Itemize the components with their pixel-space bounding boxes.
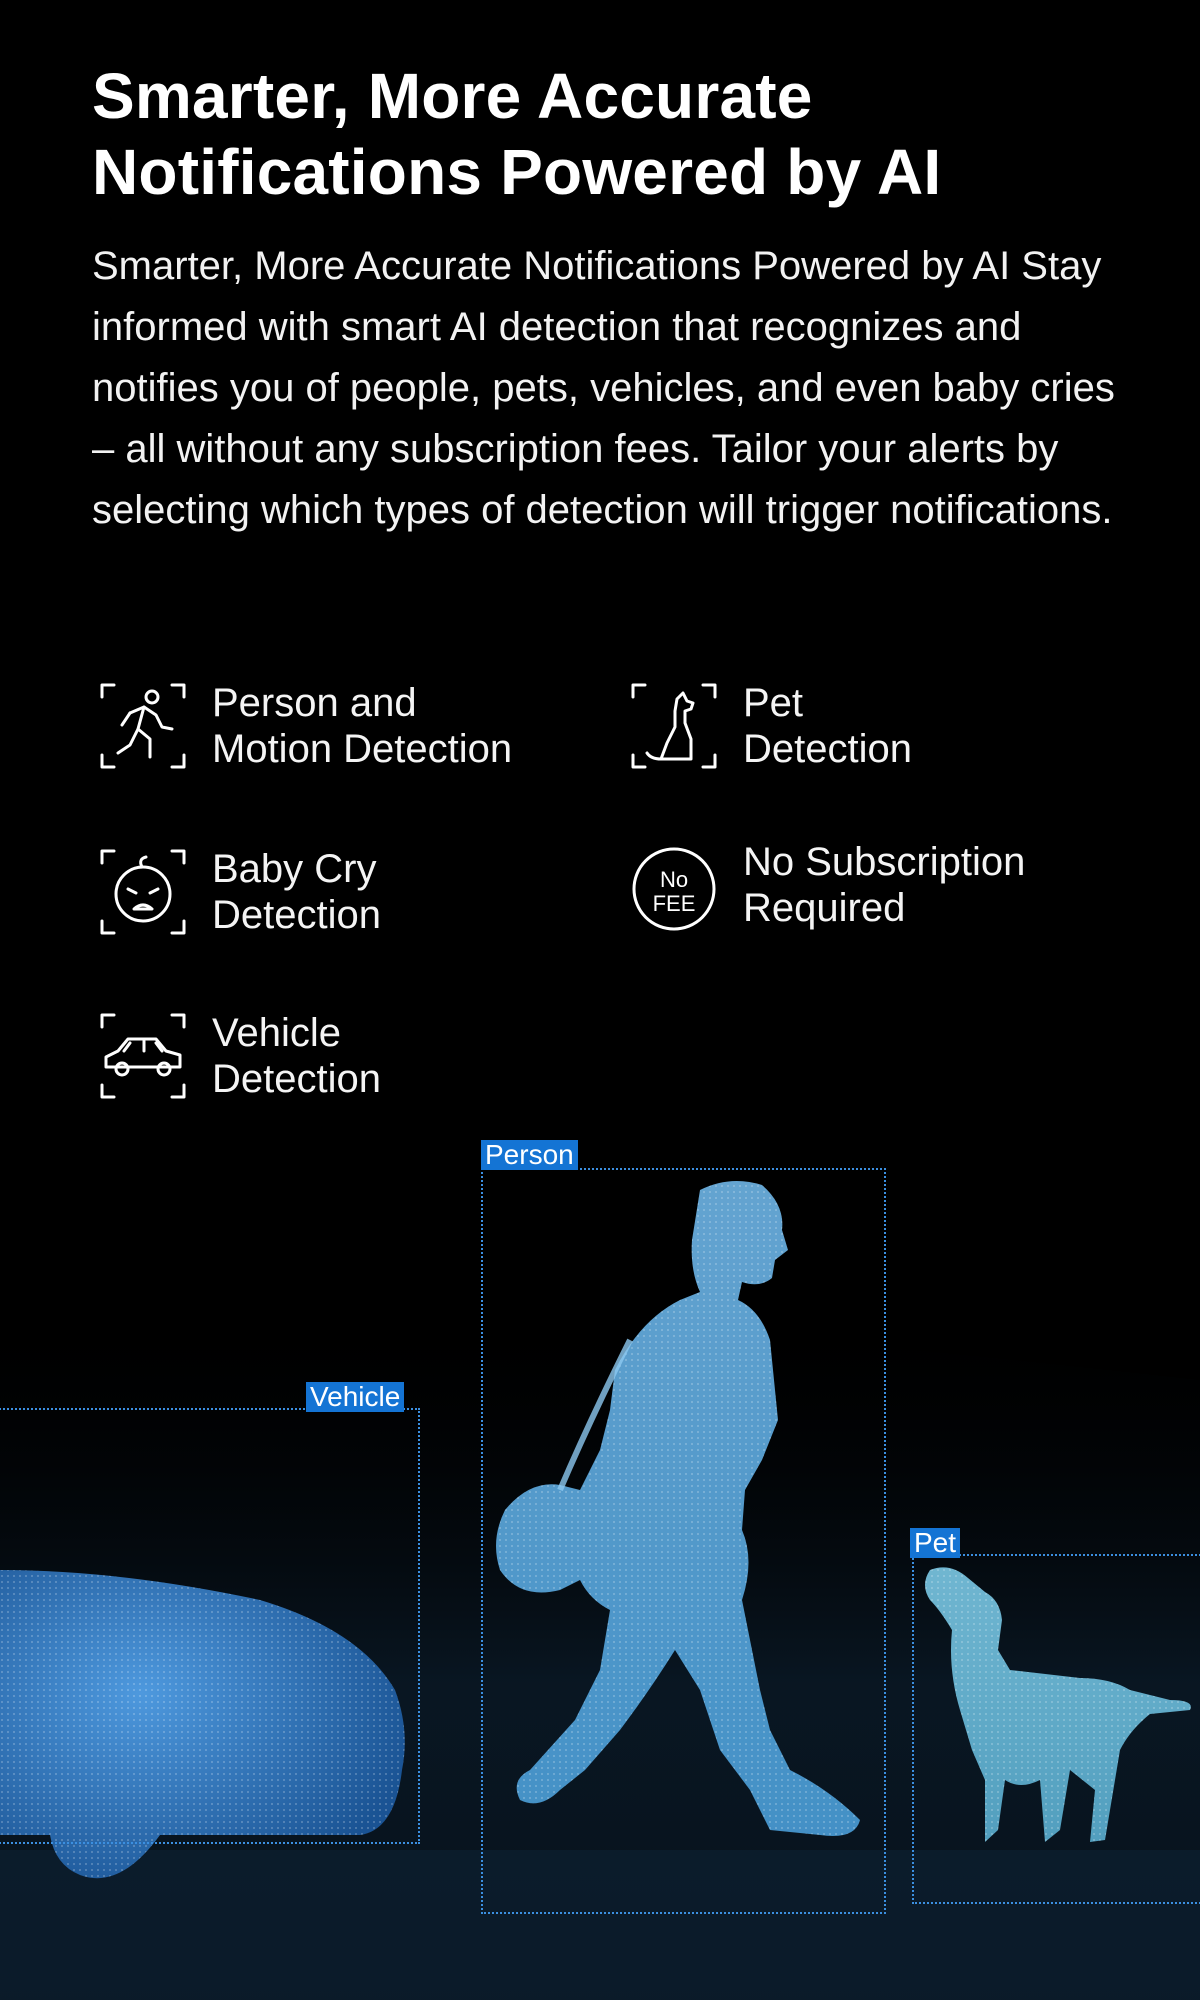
headline-line-2: Notifications Powered by AI (92, 136, 942, 208)
vehicle-tag: Vehicle (306, 1382, 404, 1412)
feature-no-subscription (631, 840, 1026, 932)
feature-label (743, 680, 912, 772)
feature-pet (631, 680, 912, 772)
pet-icon (631, 683, 717, 769)
person-tag: Person (481, 1140, 578, 1170)
feature-label (212, 1010, 381, 1102)
feature-label-line-1: Pet (743, 681, 804, 725)
feature-label (212, 846, 381, 938)
feature-label-line-1: Vehicle (212, 1011, 341, 1055)
baby-cry-icon (100, 849, 186, 935)
no-fee-badge-bottom: FEE (652, 891, 696, 916)
feature-vehicle (100, 1010, 381, 1102)
pet-tag: Pet (910, 1528, 960, 1558)
description: Smarter, More Accurate Notifications Powered by AI Stay informed with smart AI detection that recognizes and notifies you of people, pets, vehicles, and even baby cries – all without any subscription fees. Tailor your alerts by selecting which types of detection will trigger notifications. (92, 244, 1115, 532)
feature-label-line-1: Baby Cry (212, 847, 377, 891)
feature-baby-cry (100, 846, 381, 938)
pet-bounding-box (912, 1554, 1200, 1904)
feature-label (212, 680, 512, 772)
feature-label-line-2: Detection (212, 893, 381, 937)
feature-label-line-1: No Subscription (743, 840, 1026, 884)
person-motion-icon (100, 683, 186, 769)
feature-label (743, 839, 1025, 931)
vehicle-bounding-box (0, 1408, 420, 1844)
person-bounding-box (481, 1168, 886, 1914)
feature-label-line-2: Required (743, 886, 906, 930)
no-fee-icon (631, 846, 717, 932)
feature-label-line-2: Motion Detection (212, 727, 513, 771)
feature-label-line-2: Detection (743, 727, 912, 771)
headline-line-1: Smarter, More Accurate (92, 60, 813, 132)
detection-scene (0, 1130, 1200, 2000)
vehicle-icon (100, 1013, 186, 1099)
headline (92, 58, 1112, 210)
feature-label-line-2: Detection (212, 1057, 381, 1101)
no-fee-badge-top: No (659, 867, 689, 892)
feature-person-motion (100, 680, 512, 772)
feature-label-line-1: Person and (212, 681, 417, 725)
